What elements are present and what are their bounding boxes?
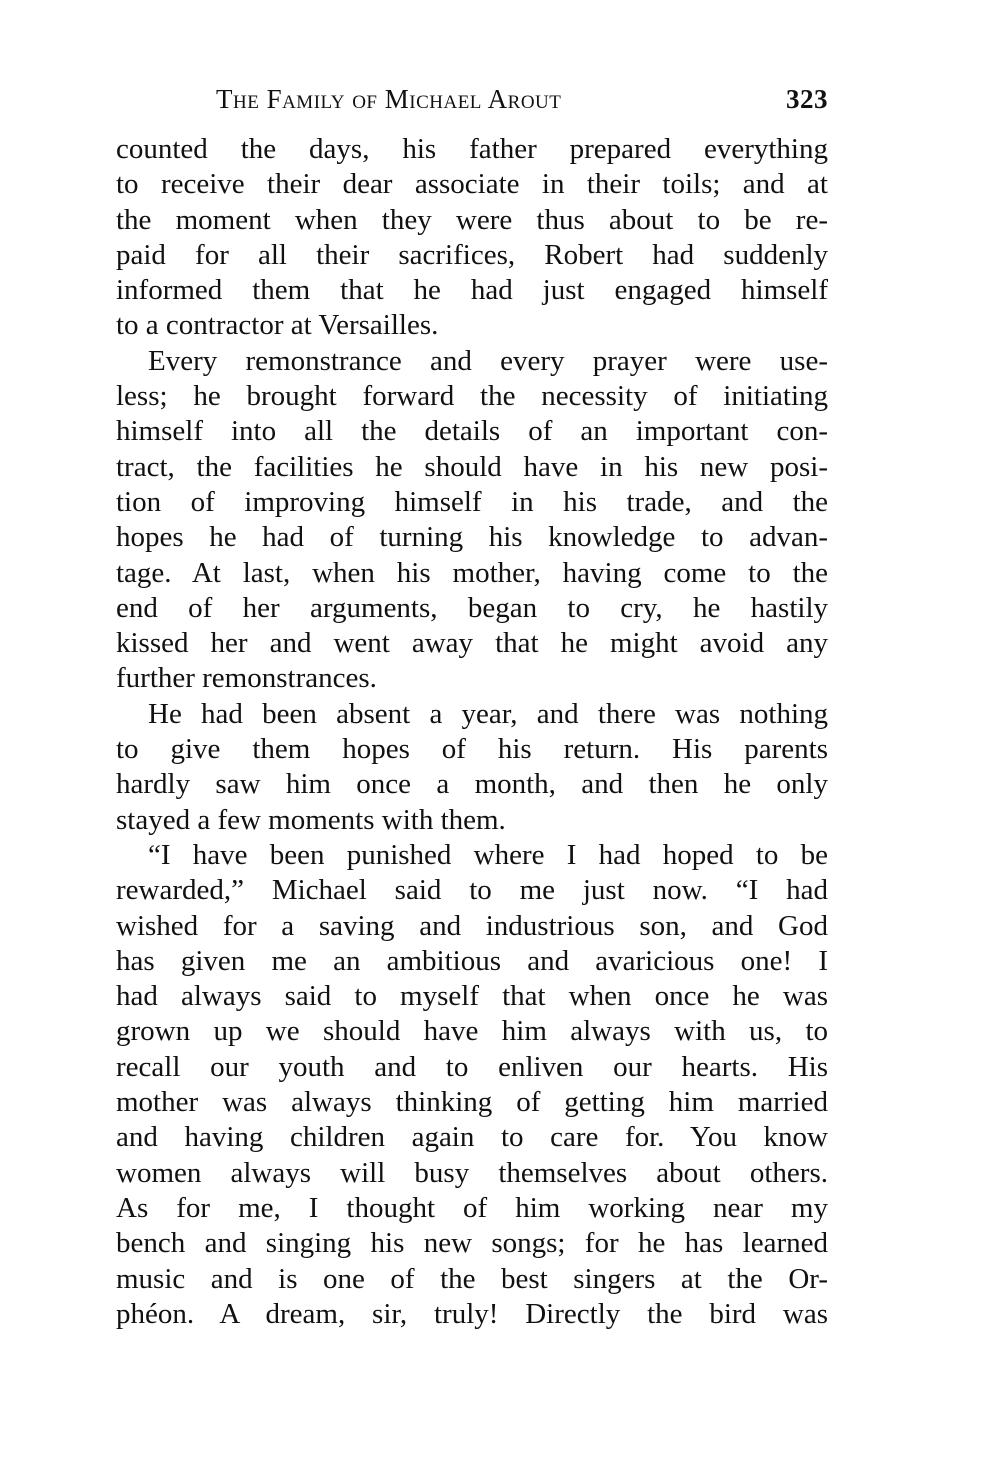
text-line: He had been absent a year, and there was nothing: [148, 697, 828, 730]
text-line: tage. At last, when his mother, having come to the: [116, 556, 828, 589]
text-line: phéon. A dream, sir, truly! Directly the bird was: [116, 1297, 828, 1330]
page-header: [116, 84, 828, 120]
text-line: recall our youth and to enliven our hearts. His: [116, 1050, 828, 1083]
text-line: further remonstrances.: [116, 662, 377, 695]
text-line: music and is one of the best singers at the Or-: [116, 1262, 828, 1295]
text-line: As for me, I thought of him working near my: [116, 1191, 828, 1224]
text-line: kissed her and went away that he might avoid any: [116, 627, 828, 660]
text-line: to a contractor at Versailles.: [116, 309, 439, 342]
body-text: [116, 132, 828, 1332]
text-line: hopes he had of turning his knowledge to advan-: [116, 521, 828, 554]
text-line: to receive their dear associate in their toils; and at: [116, 168, 828, 201]
text-line: end of her arguments, began to cry, he hastily: [116, 591, 828, 624]
text-line: informed them that he had just engaged himself: [116, 274, 828, 307]
running-head: The Family of Michael Arout: [216, 84, 562, 114]
text-line: women always will busy themselves about others.: [116, 1156, 828, 1189]
text-line: tion of improving himself in his trade, and the: [116, 485, 828, 518]
text-line: mother was always thinking of getting him married: [116, 1086, 828, 1119]
text-line: himself into all the details of an important con-: [116, 415, 828, 448]
text-line: stayed a few moments with them.: [116, 803, 506, 836]
text-line: counted the days, his father prepared everything: [116, 133, 828, 165]
text-line: grown up we should have him always with us, to: [116, 1015, 828, 1048]
text-line: the moment when they were thus about to be re-: [116, 203, 828, 236]
paragraph: [116, 838, 828, 1332]
text-line: has given me an ambitious and avaricious one! I: [116, 944, 828, 977]
text-line: Every remonstrance and every prayer were use-: [148, 344, 828, 377]
text-line: less; he brought forward the necessity of initiating: [116, 380, 828, 413]
text-line: and having children again to care for. You know: [116, 1121, 828, 1154]
text-line: hardly saw him once a month, and then he only: [116, 768, 828, 801]
text-line: rewarded,” Michael said to me just now. “I had: [116, 874, 828, 907]
paragraph: [116, 344, 828, 697]
text-line: bench and singing his new songs; for he has learned: [116, 1227, 828, 1260]
text-line: had always said to myself that when once he was: [116, 980, 828, 1013]
text-line: “I have been punished where I had hoped to be: [148, 838, 828, 871]
text-line: to give them hopes of his return. His parents: [116, 733, 828, 766]
paragraph: [116, 697, 828, 838]
text-line: paid for all their sacrifices, Robert had suddenly: [116, 238, 828, 271]
text-line: wished for a saving and industrious son, and God: [116, 909, 828, 942]
paragraph: [116, 132, 828, 344]
page-number: 323: [786, 84, 828, 114]
text-line: tract, the facilities he should have in his new posi-: [116, 450, 828, 483]
